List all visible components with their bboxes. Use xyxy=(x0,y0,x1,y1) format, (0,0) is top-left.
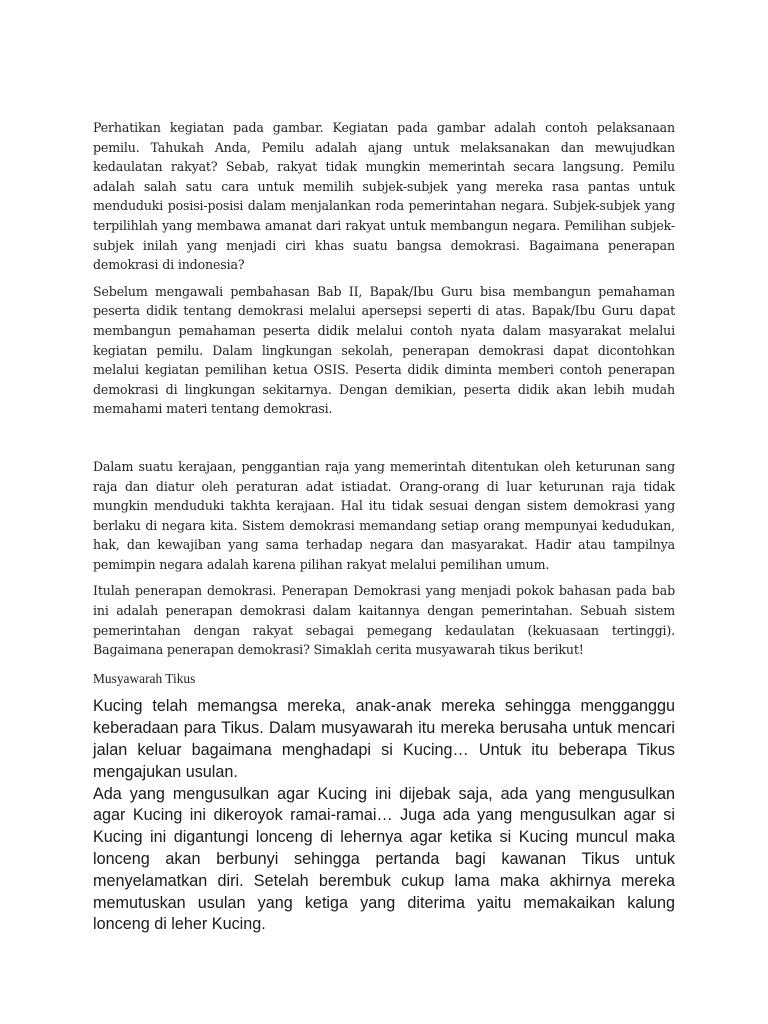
paragraph-kerajaan: Dalam suatu kerajaan, penggantian raja yang memerintah ditentukan oleh keturunan sang raja dan diatur oleh peraturan adat istiadat. Orang-orang di luar keturunan raja tidak mungkin menduduki takhta kerajaan. Hal itu tidak sesuai dengan sistem demokrasi yang berlaku di negara kita. Sistem demokrasi memandang setiap orang mempunyai kedudukan, hak, dan kewajiban yang sama terhadap negara dan masyarakat. Hadir atau tampilnya pemimpin negara adalah karena pilihan rakyat melalui pemilihan umum. xyxy=(93,458,675,572)
story-paragraph: Ada yang mengusulkan agar Kucing ini dijebak saja, ada yang mengusulkan agar Kucing ini dikeroyok ramai-ramai… Juga ada yang mengusulkan agar si Kucing ini digantungi lonceng di lehernya agar ketika si Kucing muncul maka lonceng akan berbunyi sehingga pertanda bagi kawanan Tikus untuk menyelamatkan diri. Setelah berembuk cukup lama maka akhirnya mereka memutuskan usulan yang ketiga yang diterima yaitu memakaikan kalung lonceng di leher Kucing. xyxy=(93,784,675,934)
paragraph-pemilu: Perhatikan kegiatan pada gambar. Kegiatan pada gambar adalah contoh pelaksanaan pemilu. Tahukah Anda, Pemilu adalah ajang untuk melaksanakan dan mewujudkan kedaulatan rakyat? Sebab, rakyat tidak mungkin memerintah secara langsung. Pemilu adalah salah satu cara untuk memilih subjek-subjek yang mereka rasa pantas untuk menduduki posisi-posisi dalam menjalankan roda pemerintahan negara. Subjek-subjek yang terpilihlah yang membawa amanat dari rakyat untuk membangun negara. Pemilihan subjek-subjek inilah yang menjadi ciri khas suatu bangsa demokrasi. Bagaimana penerapan demokrasi di indonesia? xyxy=(93,120,675,273)
story-body xyxy=(93,696,675,936)
paragraph-apersepsi: Sebelum mengawali pembahasan Bab II, Bapak/Ibu Guru bisa membangun pemahaman peserta didik tentang demokrasi melalui apersepsi seperti di atas. Bapak/Ibu Guru dapat membangun pemahaman peserta didik melalui contoh nyata dalam masyarakat melalui kegiatan pemilu. Dalam lingkungan sekolah, penerapan demokrasi dapat dicontohkan melalui kegiatan pemilihan ketua OSIS. Peserta didik diminta memberi contoh penerapan demokrasi di lingkungan sekitarnya. Dengan demikian, peserta didik akan lebih mudah memahami materi tentang demokrasi. xyxy=(93,283,675,417)
story-heading: Musyawarah Tikus xyxy=(93,670,196,686)
document-page xyxy=(93,118,675,936)
story-paragraph: Kucing telah memangsa mereka, anak-anak mereka sehingga mengganggu keberadaan para Tikus. Dalam musyawarah itu mereka berusaha untuk mencari jalan keluar bagaimana menghadapi si Kucing… Untuk itu beberapa Tikus mengajukan usulan. xyxy=(93,697,675,781)
paragraph-penerapan: Itulah penerapan demokrasi. Penerapan Demokrasi yang menjadi pokok bahasan pada bab ini adalah penerapan demokrasi dalam kaitannya dengan pemerintahan. Sebuah sistem pemerintahan dengan rakyat sebagai pemegang kedaulatan (kekuasaan tertinggi). Bagaimana penerapan demokrasi? Simaklah cerita musyawarah tikus berikut! xyxy=(93,583,675,658)
